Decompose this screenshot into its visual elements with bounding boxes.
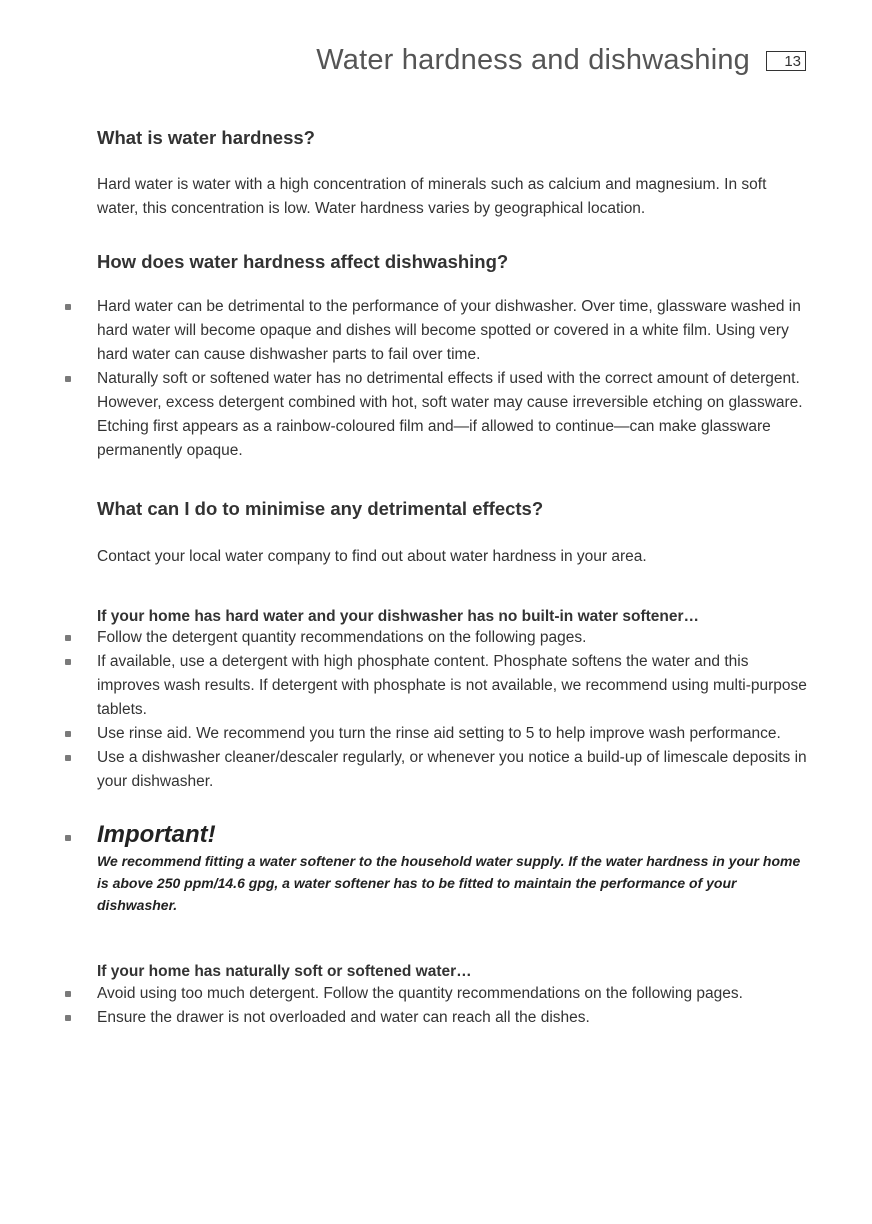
list-item [97, 1006, 812, 1030]
important-title: Important! [97, 821, 216, 848]
heading-minimise-effects: What can I do to minimise any detrimental effects? [97, 498, 544, 519]
list-item-text: Hard water can be detrimental to the performance of your dishwasher. Over time, glassware washed in hard water will become opaque and dishes will become spotted or covered in a white film. Using very hard water can cause dishwasher parts to fail over time. [97, 298, 801, 363]
list-item [97, 746, 812, 794]
list-soft-water-tips [97, 982, 812, 1030]
list-hard-water-tips [97, 626, 812, 794]
list-item-text: If available, use a detergent with high phosphate content. Phosphate softens the water and this improves wash results. If detergent with phosphate is not available, we recommend using multi-purpose tablets. [97, 653, 807, 718]
bullet-icon [65, 835, 71, 841]
bullet-icon [65, 755, 71, 761]
bullet-icon [65, 659, 71, 665]
list-item-text: Follow the detergent quantity recommendations on the following pages. [97, 629, 587, 646]
paragraph-contact-water-company: Contact your local water company to find out about water hardness in your area. [97, 548, 647, 565]
heading-hardness-affect-dishwashing: How does water hardness affect dishwashing? [97, 251, 509, 272]
important-text: We recommend fitting a water softener to the household water supply. If the water hardness in your home is above 250 ppm/14.6 gpg, a water softener has to be fitted to maintain the performance of your dishwasher. [97, 853, 801, 913]
list-item [97, 367, 812, 463]
page-header [316, 44, 806, 77]
list-item-text: Avoid using too much detergent. Follow the quantity recommendations on the following pages. [97, 985, 743, 1002]
list-hardness-effects [97, 295, 812, 463]
list-item [97, 626, 812, 650]
important-notice [97, 820, 812, 916]
list-item-text: Naturally soft or softened water has no detrimental effects if used with the correct amount of detergent. However, excess detergent combined with hot, soft water may cause irreversible etching on glassware. Etching first appears as a rainbow-coloured film and—if allowed to continue—can make glassware permanently opaque. [97, 370, 803, 459]
list-item [97, 722, 812, 746]
page-title: Water hardness and dishwashing [316, 44, 750, 76]
list-item [97, 982, 812, 1006]
page-number: 13 [766, 51, 806, 71]
bullet-icon [65, 635, 71, 641]
subheading-hard-water: If your home has hard water and your dishwasher has no built-in water softener… [97, 608, 700, 625]
bullet-icon [65, 1015, 71, 1021]
subheading-soft-water: If your home has naturally soft or softened water… [97, 963, 472, 980]
paragraph-water-hardness-definition: Hard water is water with a high concentration of minerals such as calcium and magnesium. In soft water, this concentration is low. Water hardness varies by geographical location. [97, 176, 767, 217]
bullet-icon [65, 991, 71, 997]
list-item [97, 295, 812, 367]
bullet-icon [65, 731, 71, 737]
bullet-icon [65, 376, 71, 382]
list-item-text: Use a dishwasher cleaner/descaler regularly, or whenever you notice a build-up of limescale deposits in your dishwasher. [97, 749, 807, 790]
list-item-text: Ensure the drawer is not overloaded and water can reach all the dishes. [97, 1009, 590, 1026]
heading-what-is-water-hardness: What is water hardness? [97, 127, 315, 148]
bullet-icon [65, 304, 71, 310]
list-item-text: Use rinse aid. We recommend you turn the rinse aid setting to 5 to help improve wash performance. [97, 725, 781, 742]
list-item [97, 650, 812, 722]
